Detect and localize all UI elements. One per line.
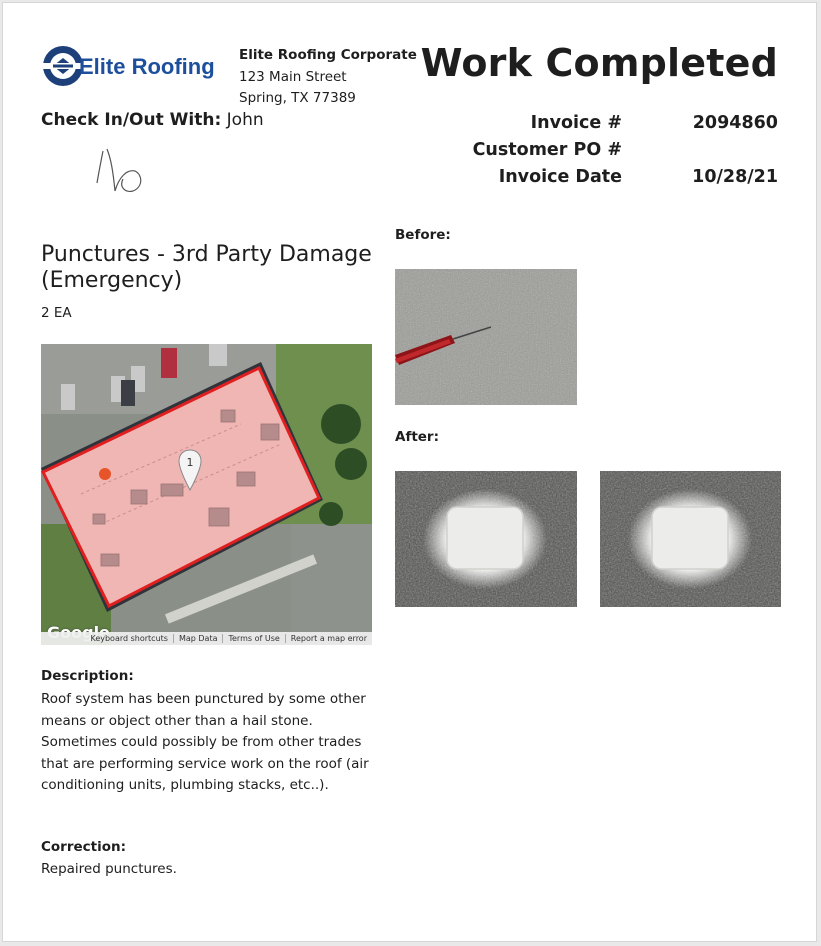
company-address-line1: 123 Main Street [239, 68, 347, 85]
invoice-date-label: Invoice Date [498, 167, 622, 187]
invoice-page [2, 2, 817, 942]
report-map-error-link[interactable]: Report a map error [285, 634, 372, 643]
correction-text: Repaired punctures. [41, 861, 177, 877]
roof-map[interactable] [41, 344, 372, 645]
company-address-line2: Spring, TX 77389 [239, 90, 356, 106]
invoice-number-label: Invoice # [530, 113, 622, 133]
after-photo-1[interactable] [395, 471, 577, 607]
damage-marker[interactable] [99, 468, 111, 480]
before-heading: Before: [395, 227, 451, 243]
satellite-map-image [41, 344, 372, 645]
map-pin-icon[interactable] [177, 448, 203, 492]
page-title: Work Completed [420, 41, 778, 85]
invoice-values [692, 110, 778, 191]
customer-po-label: Customer PO # [472, 140, 622, 160]
item-title: Punctures - 3rd Party Damage (Emergency) [41, 242, 372, 293]
item-quantity: 2 EA [41, 305, 72, 321]
company-logo [41, 41, 221, 93]
company-name: Elite Roofing Corporate [239, 47, 417, 63]
terms-of-use-link[interactable]: Terms of Use [222, 634, 284, 643]
invoice-date: 10/28/21 [692, 167, 778, 187]
map-data-link[interactable]: Map Data [173, 634, 223, 643]
keyboard-shortcuts-link[interactable]: Keyboard shortcuts [90, 634, 168, 643]
svg-text:1: 1 [186, 456, 194, 469]
customer-po [692, 137, 778, 164]
company-info [239, 45, 417, 110]
signature-image [89, 147, 153, 203]
description-text: Roof system has been punctured by some other means or object other than a hail stone. Sometimes could possibly be from other trades that are performing service work on the roof (air conditioning units, plumbing stacks, etc..). [41, 691, 369, 793]
checkin-label: Check In/Out With: [41, 110, 222, 130]
invoice-labels [473, 110, 622, 191]
after-heading: After: [395, 429, 439, 445]
checkin-line [41, 110, 264, 130]
before-photo[interactable] [395, 269, 577, 405]
elite-roofing-logo-icon [41, 41, 221, 93]
invoice-number: 2094860 [692, 113, 778, 133]
after-photo-2[interactable] [600, 471, 781, 607]
description-heading: Description: [41, 668, 134, 684]
correction-heading: Correction: [41, 839, 127, 855]
logo-text: Elite Roofing [79, 54, 215, 79]
checkin-name: John [226, 110, 264, 130]
map-footer [41, 632, 372, 645]
